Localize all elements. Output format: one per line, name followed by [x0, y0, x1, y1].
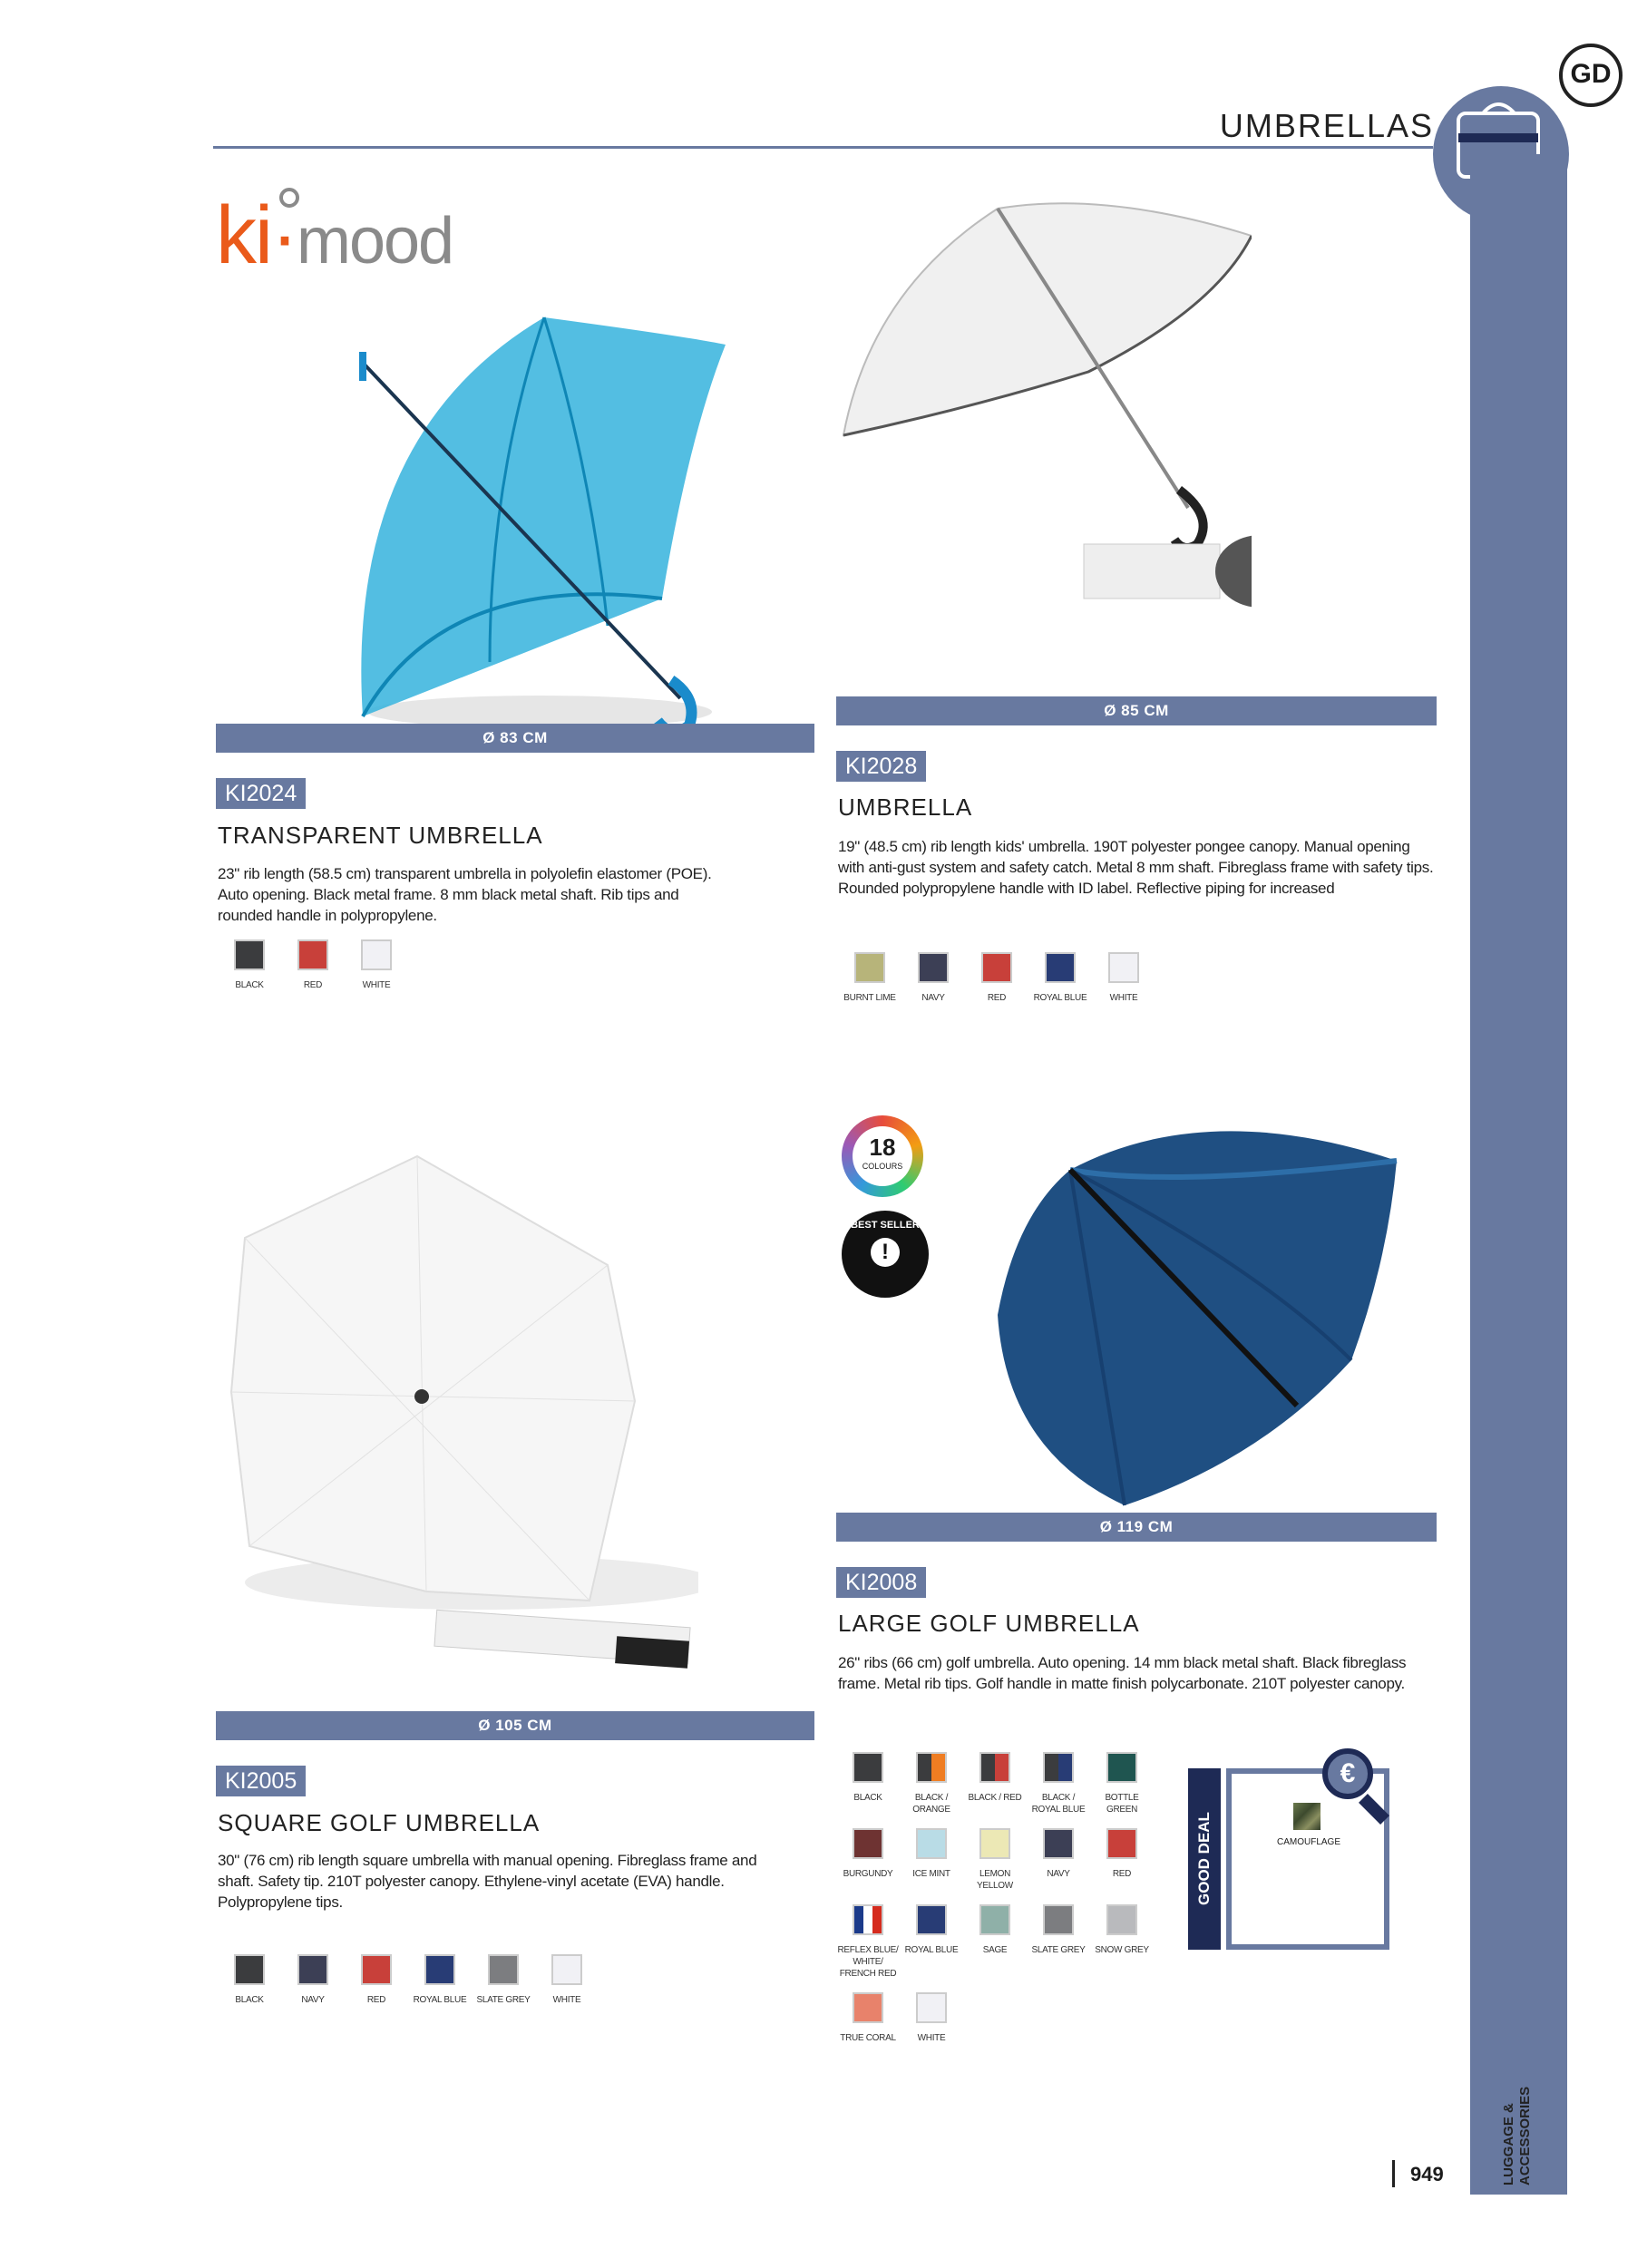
good-deal-label: GOOD DEAL — [1188, 1768, 1221, 1950]
colour-swatch — [963, 1828, 1027, 1892]
swatch-colour — [1106, 1752, 1137, 1783]
swatch-colour — [916, 1992, 947, 2023]
colour-swatch — [218, 1954, 281, 2006]
swatch-label: NAVY — [301, 1995, 325, 2005]
colour-swatch — [1027, 1904, 1090, 1980]
swatch-colour — [551, 1954, 582, 1985]
swatch-label: LEMON YELLOW — [977, 1869, 1013, 1891]
product-title: UMBRELLA — [838, 793, 973, 821]
swatch-colour — [854, 952, 885, 983]
swatch-label: SNOW GREY — [1095, 1945, 1149, 1955]
category-sidebar — [1470, 154, 1567, 2195]
swatch-label: BLACK — [235, 1995, 264, 2005]
swatch-colour — [297, 1954, 328, 1985]
swatch-colour — [1108, 952, 1139, 983]
colour-swatches — [218, 1954, 689, 2019]
swatch-colour — [853, 1752, 883, 1783]
colour-swatch — [901, 952, 965, 1004]
colour-swatch — [836, 1992, 900, 2044]
product-description: 19" (48.5 cm) rib length kids' umbrella. 190T polyester pongee canopy. Manual opening with anti-gust system and safety catch. Metal 8 mm shaft. Fibreglass frame with safety tips. Rounded polypropylene handle with ID label. Reflective piping for increased — [838, 838, 1434, 897]
colour-swatch — [838, 952, 901, 1004]
swatch-colour — [1043, 1828, 1074, 1859]
swatch-colour — [1045, 952, 1076, 983]
swatch-label: SLATE GREY — [1031, 1945, 1086, 1955]
swatch-colour — [979, 1904, 1010, 1935]
swatch-label: BLACK — [853, 1793, 882, 1803]
square-umbrella-image — [209, 1138, 698, 1673]
swatch-label: WHITE — [552, 1995, 581, 2005]
colour-swatch — [1027, 1828, 1090, 1892]
colour-swatch — [1090, 1752, 1154, 1815]
swatch-colour — [979, 1752, 1010, 1783]
colour-swatch — [218, 939, 281, 991]
diameter-bar: Ø 105 CM — [216, 1711, 814, 1740]
diameter-bar: Ø 85 CM — [836, 696, 1437, 725]
colour-swatch — [1090, 1904, 1154, 1980]
swatch-label: BLACK / ROYAL BLUE — [1031, 1793, 1086, 1815]
colour-swatch — [836, 1904, 900, 1980]
swatch-colour — [361, 1954, 392, 1985]
colours-badge: 18 COLOURS — [842, 1115, 923, 1197]
swatch-label: SLATE GREY — [476, 1995, 531, 2005]
swatch-colour — [916, 1828, 947, 1859]
product-title: SQUARE GOLF UMBRELLA — [218, 1809, 541, 1836]
swatch-label: BLACK / RED — [968, 1793, 1022, 1803]
kids-umbrella-image — [834, 181, 1252, 689]
page-number-rule — [1392, 2160, 1395, 2187]
colour-swatch — [900, 1828, 963, 1892]
transparent-umbrella-image — [336, 299, 744, 735]
diameter-bar: Ø 83 CM — [216, 724, 814, 753]
swatch-colour — [916, 1904, 947, 1935]
colour-swatch — [1028, 952, 1092, 1004]
swatch-label: RED — [366, 1995, 386, 2005]
swatch-label: RED — [1112, 1869, 1132, 1879]
golf-umbrella-image — [989, 1106, 1406, 1514]
swatch-label: BOTTLE GREEN — [1105, 1793, 1139, 1815]
product-code: KI2005 — [216, 1766, 306, 1796]
colour-swatch — [281, 1954, 345, 2006]
camouflage-swatch — [1293, 1803, 1321, 1830]
product-code: KI2028 — [836, 751, 926, 782]
colour-swatch — [472, 1954, 535, 2006]
swatch-label: WHITE — [917, 2033, 946, 2043]
swatch-colour — [853, 1828, 883, 1859]
section-title: UMBRELLAS — [1219, 107, 1434, 144]
swatch-colour — [979, 1828, 1010, 1859]
colour-swatch — [281, 939, 345, 991]
colour-swatch — [345, 939, 408, 991]
swatch-colour — [361, 939, 392, 970]
swatch-colour — [981, 952, 1012, 983]
swatch-colour — [488, 1954, 519, 1985]
colour-swatch — [963, 1904, 1027, 1980]
swatch-colour — [853, 1904, 883, 1935]
swatch-label: ICE MINT — [912, 1869, 950, 1879]
colour-swatch — [900, 1752, 963, 1815]
colour-swatch — [836, 1828, 900, 1892]
product-description: 30" (76 cm) rib length square umbrella with manual opening. Fibreglass frame and shaft. Safety tip. 210T polyester canopy. Ethylene-vinyl acetate (EVA) handle. Polypropylene tips. — [218, 1852, 757, 1911]
colour-swatch — [1090, 1828, 1154, 1892]
swatch-colour — [1043, 1904, 1074, 1935]
gd-logo: GD — [1559, 44, 1623, 107]
swatch-label: BURGUNDY — [843, 1869, 893, 1879]
euro-magnifier-icon: € — [1322, 1748, 1373, 1799]
colour-swatches — [218, 939, 689, 1004]
swatch-label: BLACK / ORANGE — [912, 1793, 950, 1815]
swatch-colour — [1043, 1752, 1074, 1783]
header-rule — [213, 146, 1433, 149]
swatch-label: RED — [987, 993, 1007, 1003]
product-title: LARGE GOLF UMBRELLA — [838, 1610, 1140, 1637]
best-seller-badge: BEST SELLER ! — [842, 1211, 929, 1298]
swatch-label: BURNT LIME — [843, 993, 896, 1003]
swatch-label: NAVY — [1047, 1869, 1070, 1879]
kimood-logo-ring — [279, 188, 299, 208]
diameter-bar: Ø 119 CM — [836, 1513, 1437, 1542]
colour-swatch — [836, 1752, 900, 1815]
swatch-label: ROYAL BLUE — [904, 1945, 959, 1955]
good-deal-box: CAMOUFLAGE — [1226, 1768, 1389, 1950]
swatch-label: ROYAL BLUE — [1033, 993, 1087, 1003]
product-title: TRANSPARENT UMBRELLA — [218, 822, 543, 849]
swatch-label: REFLEX BLUE/ WHITE/ FRENCH RED — [837, 1945, 899, 1979]
product-code: KI2024 — [216, 778, 306, 809]
swatch-colour — [853, 1992, 883, 2023]
swatch-label: SAGE — [982, 1945, 1008, 1955]
swatch-label: NAVY — [921, 993, 945, 1003]
swatch-colour — [234, 939, 265, 970]
swatch-colour — [918, 952, 949, 983]
swatch-colour — [234, 1954, 265, 1985]
colour-swatch — [1027, 1752, 1090, 1815]
swatch-label: TRUE CORAL — [840, 2033, 896, 2043]
swatch-colour — [424, 1954, 455, 1985]
swatch-label: WHITE — [362, 980, 391, 990]
swatch-label: BLACK — [235, 980, 264, 990]
product-code: KI2008 — [836, 1567, 926, 1598]
swatch-label: RED — [303, 980, 323, 990]
swatch-colour — [1106, 1904, 1137, 1935]
swatch-colour — [1106, 1828, 1137, 1859]
colour-swatch — [345, 1954, 408, 2006]
colour-swatch — [535, 1954, 599, 2006]
product-description: 23" rib length (58.5 cm) transparent umbrella in polyolefin elastomer (POE). Auto opening. Black metal frame. 8 mm black metal shaft. Rib tips and rounded handle in polypropylene. — [218, 865, 712, 924]
colour-swatch — [1092, 952, 1155, 1004]
colour-swatch — [963, 1752, 1027, 1815]
swatch-label: ROYAL BLUE — [413, 1995, 467, 2005]
colour-swatches — [836, 1752, 1154, 2057]
swatch-colour — [916, 1752, 947, 1783]
page-number: 949 — [1410, 2163, 1444, 2185]
swatch-colour — [297, 939, 328, 970]
colour-swatch — [900, 1904, 963, 1980]
product-description: 26" ribs (66 cm) golf umbrella. Auto opening. 14 mm black metal shaft. Black fibreglass frame. Metal rib tips. Golf handle in matte finish polycarbonate. 210T polyester canopy. — [838, 1654, 1407, 1692]
colour-swatch — [408, 1954, 472, 2006]
colour-swatches — [838, 952, 1310, 1017]
swatch-label: WHITE — [1109, 993, 1138, 1003]
colour-swatch — [965, 952, 1028, 1004]
kimood-logo: ki·mood — [216, 190, 453, 281]
category-label: LUGGAGE & ACCESSORIES — [1501, 2086, 1533, 2185]
colour-swatch — [900, 1992, 963, 2044]
